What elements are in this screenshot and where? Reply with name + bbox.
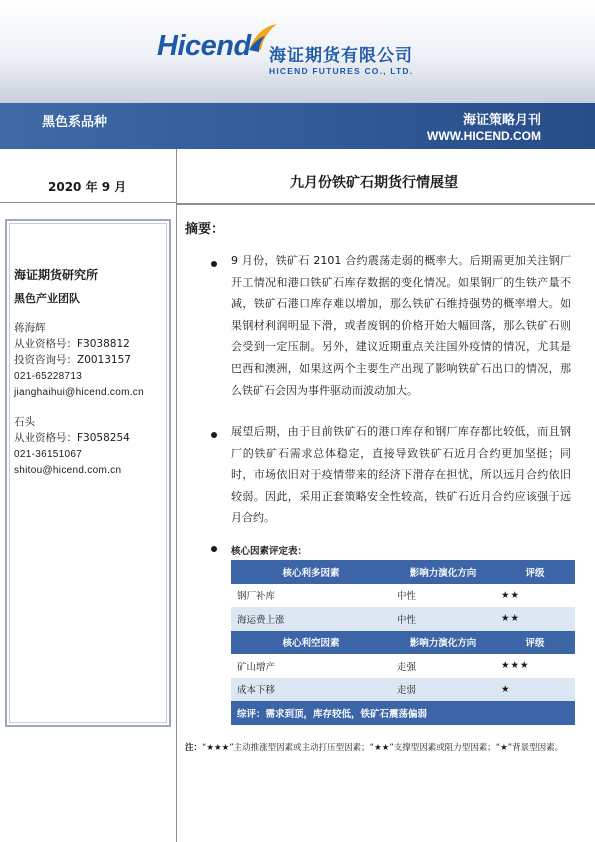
research-institute: 海证期货研究所 [14,268,99,282]
summary-paragraph: 展望后期，由于目前铁矿石的港口库存和钢厂库存都比较低，而且钢厂的铁矿石需求总体稳定，直接导致铁矿石近月合约更加坚挺；同时，市场依旧对于疫情带来的经济下滑存在担忧，所以远月合约依旧较弱。因此，采用正套策略安全性较高，铁矿石近月合约应该强于远月合约。 [231,425,571,525]
factor-cell: 钢厂补库 [231,584,391,608]
analyst-invest-number: 投资咨询号：Z0013157 [14,354,131,366]
table-header-cell: 评级 [495,560,575,584]
table-row [231,584,575,608]
factor-table-heading: 核心因素评定表： [231,546,308,557]
table-row [231,678,575,702]
note-text: “★★★”主动推涨型因素或主动打压型因素；“★★”支撑型因素或阻力型因素；“★”背景型因素。 [202,743,564,753]
table-row [231,607,575,631]
company-logo [157,22,457,82]
report-date: 2020 年 9 月 [48,180,127,194]
rating-cell: ★★ [495,607,575,631]
logo-chinese: 海证期货有限公司 [269,46,413,66]
analyst-email[interactable]: shitou@hicend.com.cn [14,465,122,476]
factor-cell: 矿山增产 [231,654,391,678]
website-link[interactable]: WWW.HICEND.COM [427,129,541,143]
logo-english: Hicend [157,30,251,62]
note-label: 注： [185,743,203,753]
table-header-row [231,631,575,655]
verdict-cell: 综评：需求到顶，库存较低，铁矿石震荡偏弱 [231,701,575,725]
analyst-name: 蒋海辉 [14,322,46,334]
bullet-icon [211,546,217,552]
factor-table [231,560,575,725]
table-header-row [231,560,575,584]
category-label: 黑色系品种 [42,115,108,130]
report-title: 九月份铁矿石期货行情展望 [290,175,458,191]
summary-heading: 摘要： [185,222,225,237]
rating-cell: ★ [495,678,575,702]
direction-cell: 中性 [391,607,495,631]
rating-note [185,740,577,756]
direction-cell: 走强 [391,654,495,678]
analyst-qualification: 从业资格号：F3058254 [14,432,130,444]
analyst-name: 石头 [14,416,35,428]
bullet-icon [211,432,217,438]
table-header-cell: 核心利空因素 [231,631,391,655]
category-band [0,103,595,149]
publication-name: 海证策略月刊 [462,113,541,128]
research-team: 黑色产业团队 [14,292,80,305]
table-header-cell: 影响力演化方向 [391,631,495,655]
summary-paragraph: 9 月份，铁矿石 2101 合约震荡走弱的概率大。后期需更加关注钢厂开工情况和港口铁矿石库存数据的变化情况。如果钢厂的生铁产量不减，铁矿石港口库存难以增加，那么铁矿石维持强势的概率增大。如果钢材利润明显下滑，或者废钢的价格开始大幅回落，那么铁矿石则会受到一定压制。另外，建议近期重点关注国外疫情的情况，尤其是巴西和澳洲，如果这两个主要生产出现了影响铁矿石出口的情况，那么铁矿石会因为事件驱动而波动加大。 [231,254,571,397]
column-divider [176,149,177,842]
table-header-cell: 影响力演化方向 [391,560,495,584]
factor-cell: 海运费上涨 [231,607,391,631]
analyst-email[interactable]: jianghaihui@hicend.com.cn [14,387,144,398]
page-header [0,0,595,103]
analyst-phone: 021-36151067 [14,449,83,460]
factor-cell: 成本下移 [231,678,391,702]
date-divider [0,202,176,203]
table-header-cell: 核心利多因素 [231,560,391,584]
title-divider [176,203,595,205]
bullet-icon [211,261,217,267]
table-row [231,654,575,678]
analyst-qualification: 从业资格号：F3038812 [14,338,130,350]
direction-cell: 中性 [391,584,495,608]
analyst-phone: 021-65228713 [14,371,83,382]
rating-cell: ★★ [495,584,575,608]
table-header-cell: 评级 [495,631,575,655]
direction-cell: 走弱 [391,678,495,702]
rating-cell: ★★★ [495,654,575,678]
logo-subtitle: HICEND FUTURES CO., LTD. [269,66,414,76]
table-verdict-row [231,701,575,725]
